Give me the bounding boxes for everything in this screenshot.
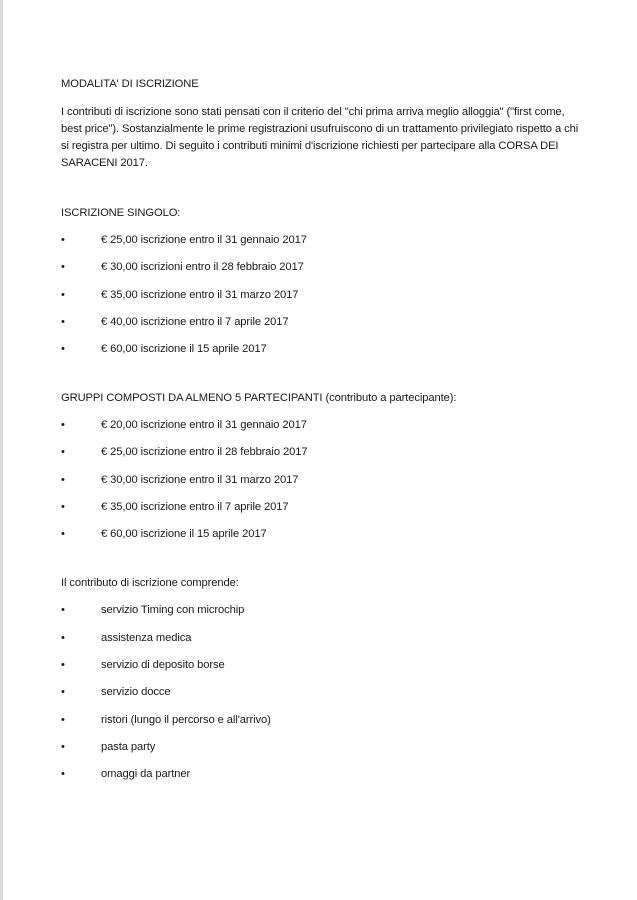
list-item (61, 684, 591, 701)
document-heading: MODALITA' DI ISCRIZIONE (61, 78, 199, 90)
list-item (61, 341, 591, 358)
list-item-text: € 40,00 iscrizione entro il 7 aprile 2017 (101, 315, 289, 328)
list-singolo (61, 232, 591, 358)
list-item (61, 602, 591, 619)
list-item-text: € 35,00 iscrizione entro il 31 marzo 2017 (101, 288, 299, 301)
list-item (61, 472, 591, 489)
bullet-glyph: • (61, 343, 65, 356)
intro-line: si registra per ultimo. Di seguito i contributi minimi d'iscrizione richiesti per partecipare alla CORSA DEI (61, 140, 559, 152)
list-item-text: € 30,00 iscrizioni entro il 28 febbraio 2017 (101, 261, 304, 274)
section-title-singolo: ISCRIZIONE SINGOLO: (61, 207, 181, 219)
list-item (61, 444, 591, 461)
section-title-comprende: Il contributo di iscrizione comprende: (61, 577, 239, 590)
bullet-glyph: • (61, 446, 65, 459)
intro-line: SARACENI 2017. (61, 157, 148, 169)
intro-line: best price"). Sostanzialmente le prime registrazioni usufruiscono di un trattamento privilegiato rispetto a chi (61, 123, 579, 135)
bullet-glyph: • (61, 686, 65, 699)
list-item-text: € 35,00 iscrizione entro il 7 aprile 2017 (101, 501, 289, 514)
list-item-text: servizio di deposito borse (101, 658, 225, 671)
list-item (61, 417, 591, 434)
list-item-text: ristori (lungo il percorso e all'arrivo) (101, 713, 271, 726)
list-comprende (61, 602, 591, 783)
intro-paragraph (61, 104, 591, 172)
bullet-glyph: • (61, 658, 65, 671)
bullet-glyph: • (61, 713, 65, 726)
list-item (61, 259, 591, 276)
bullet-glyph: • (61, 234, 65, 246)
intro-line: I contributi di iscrizione sono stati pensati con il criterio del "chi prima arriva meglio alloggia" ("first come, (61, 106, 565, 118)
list-item-text: € 25,00 iscrizione entro il 28 febbraio 2017 (101, 446, 308, 459)
bullet-glyph: • (61, 604, 65, 617)
list-item-text: € 20,00 iscrizione entro il 31 gennaio 2017 (101, 419, 307, 432)
list-gruppi (61, 417, 591, 543)
bullet-glyph: • (61, 315, 65, 328)
list-item-text: servizio docce (101, 686, 171, 699)
list-item-text: € 25,00 iscrizione entro il 31 gennaio 2017 (101, 234, 307, 246)
bullet-glyph: • (61, 631, 65, 644)
list-item-text: pasta party (101, 740, 156, 753)
list-item-text: € 30,00 iscrizione entro il 31 marzo 2017 (101, 473, 299, 486)
section-title-gruppi: GRUPPI COMPOSTI DA ALMENO 5 PARTECIPANTI (contributo a partecipante): (61, 392, 457, 405)
bullet-glyph: • (61, 528, 65, 541)
page-edge (0, 0, 3, 900)
bullet-glyph: • (61, 768, 65, 781)
list-item (61, 630, 591, 647)
bullet-glyph: • (61, 419, 65, 432)
list-item-text: omaggi da partner (101, 768, 191, 781)
list-item (61, 287, 591, 304)
bullet-glyph: • (61, 261, 65, 274)
list-item (61, 499, 591, 516)
list-item (61, 314, 591, 331)
list-item (61, 657, 591, 674)
list-item (61, 526, 591, 543)
list-item (61, 739, 591, 756)
bullet-glyph: • (61, 473, 65, 486)
list-item-text: assistenza medica (101, 631, 192, 644)
document-body (61, 76, 591, 783)
list-item (61, 766, 591, 783)
bullet-glyph: • (61, 501, 65, 514)
list-item (61, 232, 591, 249)
bullet-glyph: • (61, 288, 65, 301)
list-item-text: € 60,00 iscrizione il 15 aprile 2017 (101, 343, 267, 356)
bullet-glyph: • (61, 740, 65, 753)
list-item-text: € 60,00 iscrizione il 15 aprile 2017 (101, 528, 267, 541)
list-item-text: servizio Timing con microchip (101, 604, 245, 617)
list-item (61, 712, 591, 729)
